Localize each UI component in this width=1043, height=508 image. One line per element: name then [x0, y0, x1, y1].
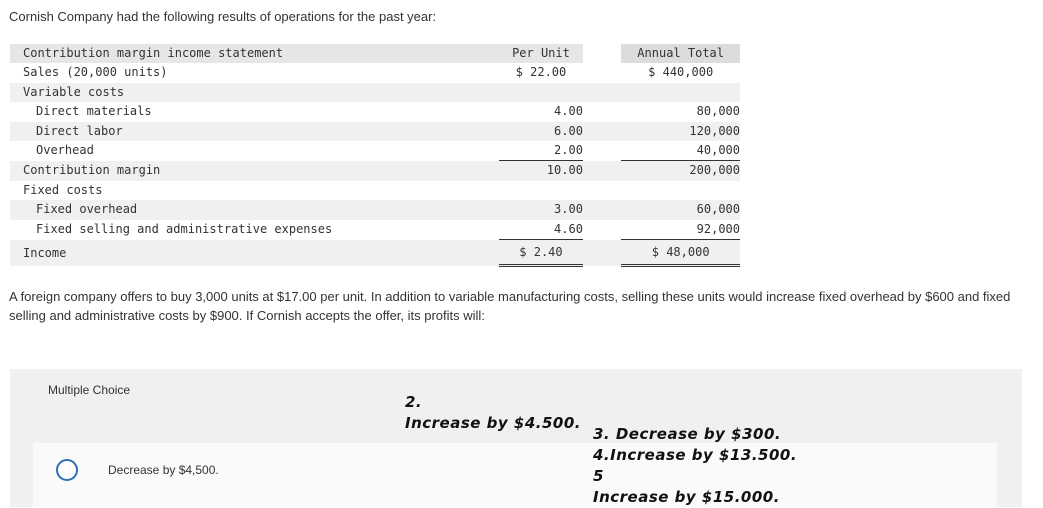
annual-total-value: $ 440,000: [648, 65, 714, 80]
table-row: [10, 141, 740, 161]
annual-total-value: 40,000: [621, 141, 740, 161]
per-unit-value: $ 2.40: [499, 240, 583, 266]
row-label: Direct materials: [36, 104, 152, 119]
row-label: Fixed costs: [23, 182, 103, 197]
table-row: [10, 102, 740, 121]
row-label: Overhead: [36, 143, 94, 158]
table-row: [10, 161, 740, 181]
question-text: A foreign company offers to buy 3,000 units at $17.00 per unit. In addition to variable manufacturing costs, selling these units would increase fixed overhead by $600 and fixed selling and administrative costs by $900. If Cornish accepts the offer, its profits will:: [9, 289, 1011, 323]
per-unit-value: 4.00: [554, 104, 583, 119]
radio-button[interactable]: [56, 459, 78, 481]
table-row: [10, 220, 740, 240]
per-unit-value: 10.00: [499, 161, 583, 181]
per-unit-header: Per Unit: [499, 44, 583, 63]
multiple-choice-label: Multiple Choice: [48, 383, 131, 397]
handwritten-note-b: [593, 424, 797, 508]
statement-title: Contribution margin income statement: [10, 44, 499, 63]
option-label: Decrease by $4,500.: [108, 463, 219, 477]
contribution-margin-statement: [10, 44, 740, 267]
annual-total-value: 92,000: [621, 220, 740, 240]
row-label: Income: [10, 240, 499, 266]
intro-text: Cornish Company had the following results of operations for the past year:: [9, 9, 437, 24]
per-unit-value: 2.00: [499, 141, 583, 161]
row-label: Fixed overhead: [10, 200, 499, 219]
annual-total-value: 60,000: [621, 200, 740, 219]
handwritten-line: 5: [593, 467, 604, 485]
annual-total-header: Annual Total: [621, 44, 740, 63]
table-row: [10, 83, 740, 102]
table-row: [10, 63, 740, 82]
annual-total-value: 120,000: [621, 122, 740, 141]
table-row: [10, 240, 740, 266]
row-label: Fixed selling and administrative expenses: [36, 221, 333, 236]
handwritten-line: 4.Increase by $13.500.: [593, 446, 798, 464]
per-unit-value: 3.00: [499, 200, 583, 219]
annual-total-value: [621, 181, 740, 200]
handwritten-note-a: [405, 392, 581, 434]
handwritten-line: 2.: [405, 393, 423, 411]
handwritten-line: 3. Decrease by $300.: [593, 425, 782, 443]
annual-total-value: 80,000: [696, 104, 740, 119]
per-unit-value: [499, 83, 583, 102]
statement-header-row: [10, 44, 740, 63]
per-unit-value: 6.00: [499, 122, 583, 141]
annual-total-value: 200,000: [621, 161, 740, 181]
row-label: Variable costs: [10, 83, 499, 102]
table-row: [10, 122, 740, 141]
handwritten-line: Increase by $4.500.: [405, 414, 581, 432]
annual-total-value: $ 48,000: [621, 240, 740, 266]
row-label: Contribution margin: [10, 161, 499, 181]
row-label: Direct labor: [10, 122, 499, 141]
table-row: [10, 181, 740, 200]
handwritten-line: Increase by $15.000.: [593, 488, 780, 506]
table-row: [10, 200, 740, 219]
multiple-choice-panel: [10, 369, 1022, 507]
per-unit-value: $ 22.00: [515, 65, 567, 80]
row-label: Sales (20,000 units): [23, 65, 168, 80]
per-unit-value: [499, 181, 583, 200]
annual-total-value: [621, 83, 740, 102]
per-unit-value: 4.60: [499, 220, 583, 240]
